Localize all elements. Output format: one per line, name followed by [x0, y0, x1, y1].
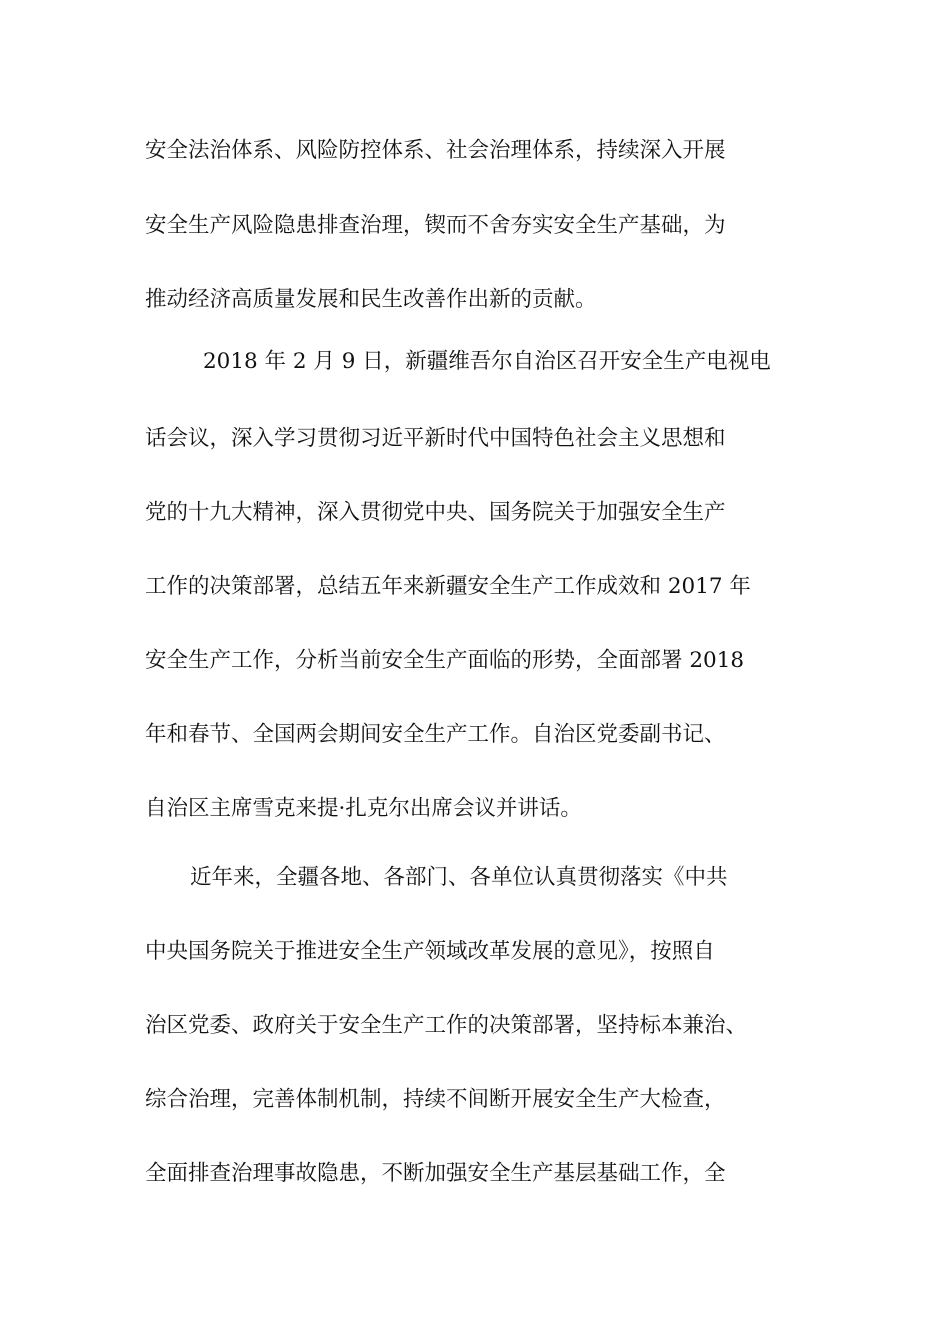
body-text-line: 工作的决策部署，总结五年来新疆安全生产工作成效和 2017 年 — [145, 574, 751, 599]
paragraph-start-line: 2018 年 2 月 9 日，新疆维吾尔自治区召开安全生产电视电 — [203, 349, 771, 374]
body-text-line: 党的十九大精神，深入贯彻党中央、国务院关于加强安全生产 — [145, 500, 726, 525]
body-text-line: 治区党委、政府关于安全生产工作的决策部署，坚持标本兼治、 — [145, 1013, 748, 1038]
body-text-line: 推动经济高质量发展和民生改善作出新的贡献。 — [145, 287, 597, 312]
body-text-line: 综合治理，完善体制机制，持续不间断开展安全生产大检查， — [145, 1087, 726, 1112]
body-text-line: 安全生产工作，分析当前安全生产面临的形势，全面部署 2018 — [145, 648, 745, 673]
body-text-line: 话会议，深入学习贯彻习近平新时代中国特色社会主义思想和 — [145, 426, 726, 451]
body-text-line: 安全法治体系、风险防控体系、社会治理体系，持续深入开展 — [145, 138, 726, 163]
body-text-line: 安全生产风险隐患排查治理，锲而不舍夯实安全生产基础，为 — [145, 213, 726, 238]
body-text-line: 自治区主席雪克来提·扎克尔出席会议并讲话。 — [145, 796, 582, 821]
body-text-line: 全面排查治理事故隐患，不断加强安全生产基层基础工作，全 — [145, 1161, 726, 1186]
body-text-line: 中央国务院关于推进安全生产领域改革发展的意见》，按照自 — [145, 939, 715, 964]
body-text-line: 年和春节、全国两会期间安全生产工作。自治区党委副书记、 — [145, 722, 726, 747]
paragraph-start-line: 近年来，全疆各地、各部门、各单位认真贯彻落实《中共 — [190, 865, 728, 890]
